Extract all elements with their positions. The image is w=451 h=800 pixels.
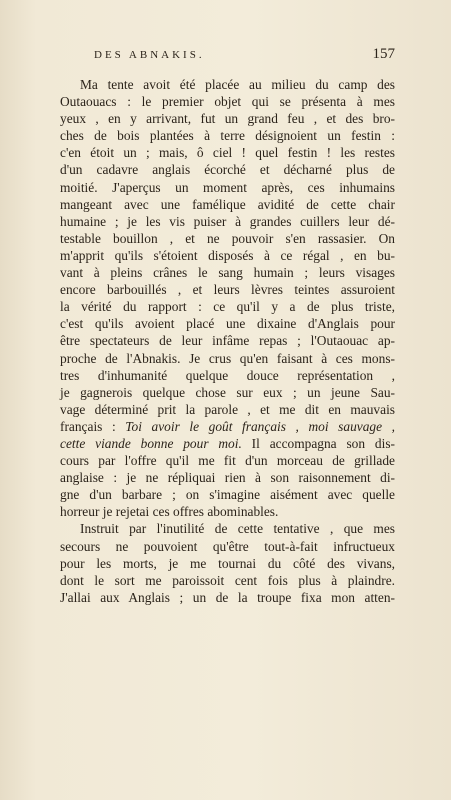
italic-quote: Toi avoir le goût français , moi sauvage , xyxy=(125,418,395,434)
text-line: horreur je rejetai ces offres abominables. xyxy=(60,504,279,520)
text-line: testable bouillon , et ne pouvoir s'en rassasier. On xyxy=(60,230,395,246)
text-line: pour les morts, je me tournai du côté des vivans, xyxy=(60,555,395,571)
text-line: ches de bois plantées à terre désignoient un festin : xyxy=(60,128,395,144)
text-line: Ma tente avoit été placée au milieu du camp des xyxy=(80,77,395,92)
text-line: yeux , en y arrivant, fut un grand feu , et des bro- xyxy=(60,111,395,127)
text-fragment: français : xyxy=(60,418,126,434)
text-line: vant à pleins crânes le sang humain ; leurs visages xyxy=(60,265,395,281)
text-line: cours par l'offre qu'il me fit d'un morceau de grillade xyxy=(60,453,395,469)
text-line: être spectateurs de leur infâme repas ; l'Outaouac ap- xyxy=(60,333,395,349)
text-fragment: Il accompagna son dis- xyxy=(241,435,396,451)
running-head: DES ABNAKIS. xyxy=(94,49,205,61)
text-line: encore barbouillés , et leurs lèvres teintes assuroient xyxy=(60,282,395,298)
text-line: c'est qu'ils avoient placé une dixaine d'Anglais pour xyxy=(60,316,395,332)
text-line: c'en étoit un ; mais, ô ciel ! quel festin ! les restes xyxy=(60,145,395,161)
text-line: je gagnerois quelque chose sur eux ; un jeune Sau- xyxy=(60,384,395,400)
text-line: proche de l'Abnakis. Je crus qu'en faisant à ces mons- xyxy=(60,350,395,366)
page-header xyxy=(60,46,395,66)
text-line: mangeant avec une famélique avidité de cette chair xyxy=(60,196,395,212)
text-line: humaine ; je les vis puiser à grandes cuillers leur dé- xyxy=(60,213,395,229)
italic-quote: cette viande bonne pour moi. xyxy=(60,435,242,451)
text-line: dont le sort me paroissoit cent fois plus à plaindre. xyxy=(60,572,395,588)
text-line: tres d'inhumanité quelque douce représentation , xyxy=(60,367,395,383)
text-line: anglaise : je ne répliquai rien à son raisonnement di- xyxy=(60,470,395,486)
text-line: moitié. J'aperçus un moment après, ces inhumains xyxy=(60,179,395,195)
text-line: m'apprit qu'ils s'étoient disposés à ce régal , en bu- xyxy=(60,247,395,263)
text-line: vage déterminé prit la parole , et me dit en mauvais xyxy=(60,401,395,417)
text-line xyxy=(60,418,395,435)
text-line: d'un cadavre anglais écorché et décharné plus de xyxy=(60,162,395,178)
text-line xyxy=(60,435,395,452)
text-line: Instruit par l'inutilité de cette tentative , que mes xyxy=(80,521,395,537)
text-line: secours ne pouvoient qu'être tout-à-fait infructueux xyxy=(60,538,395,554)
text-line: J'allai aux Anglais ; un de la troupe fixa mon atten- xyxy=(60,589,395,605)
paragraph-2 xyxy=(60,520,395,605)
text-line: la vérité du rapport : ce qu'il y a de plus triste, xyxy=(60,299,395,315)
paragraph-1 xyxy=(60,76,395,520)
body-text xyxy=(60,76,395,606)
text-line: Outaouacs : le premier objet qui se présenta à mes xyxy=(60,94,395,110)
page-number: 157 xyxy=(372,46,395,62)
text-line: gne d'un barbare ; on s'imagine aisément avec quelle xyxy=(60,487,395,503)
